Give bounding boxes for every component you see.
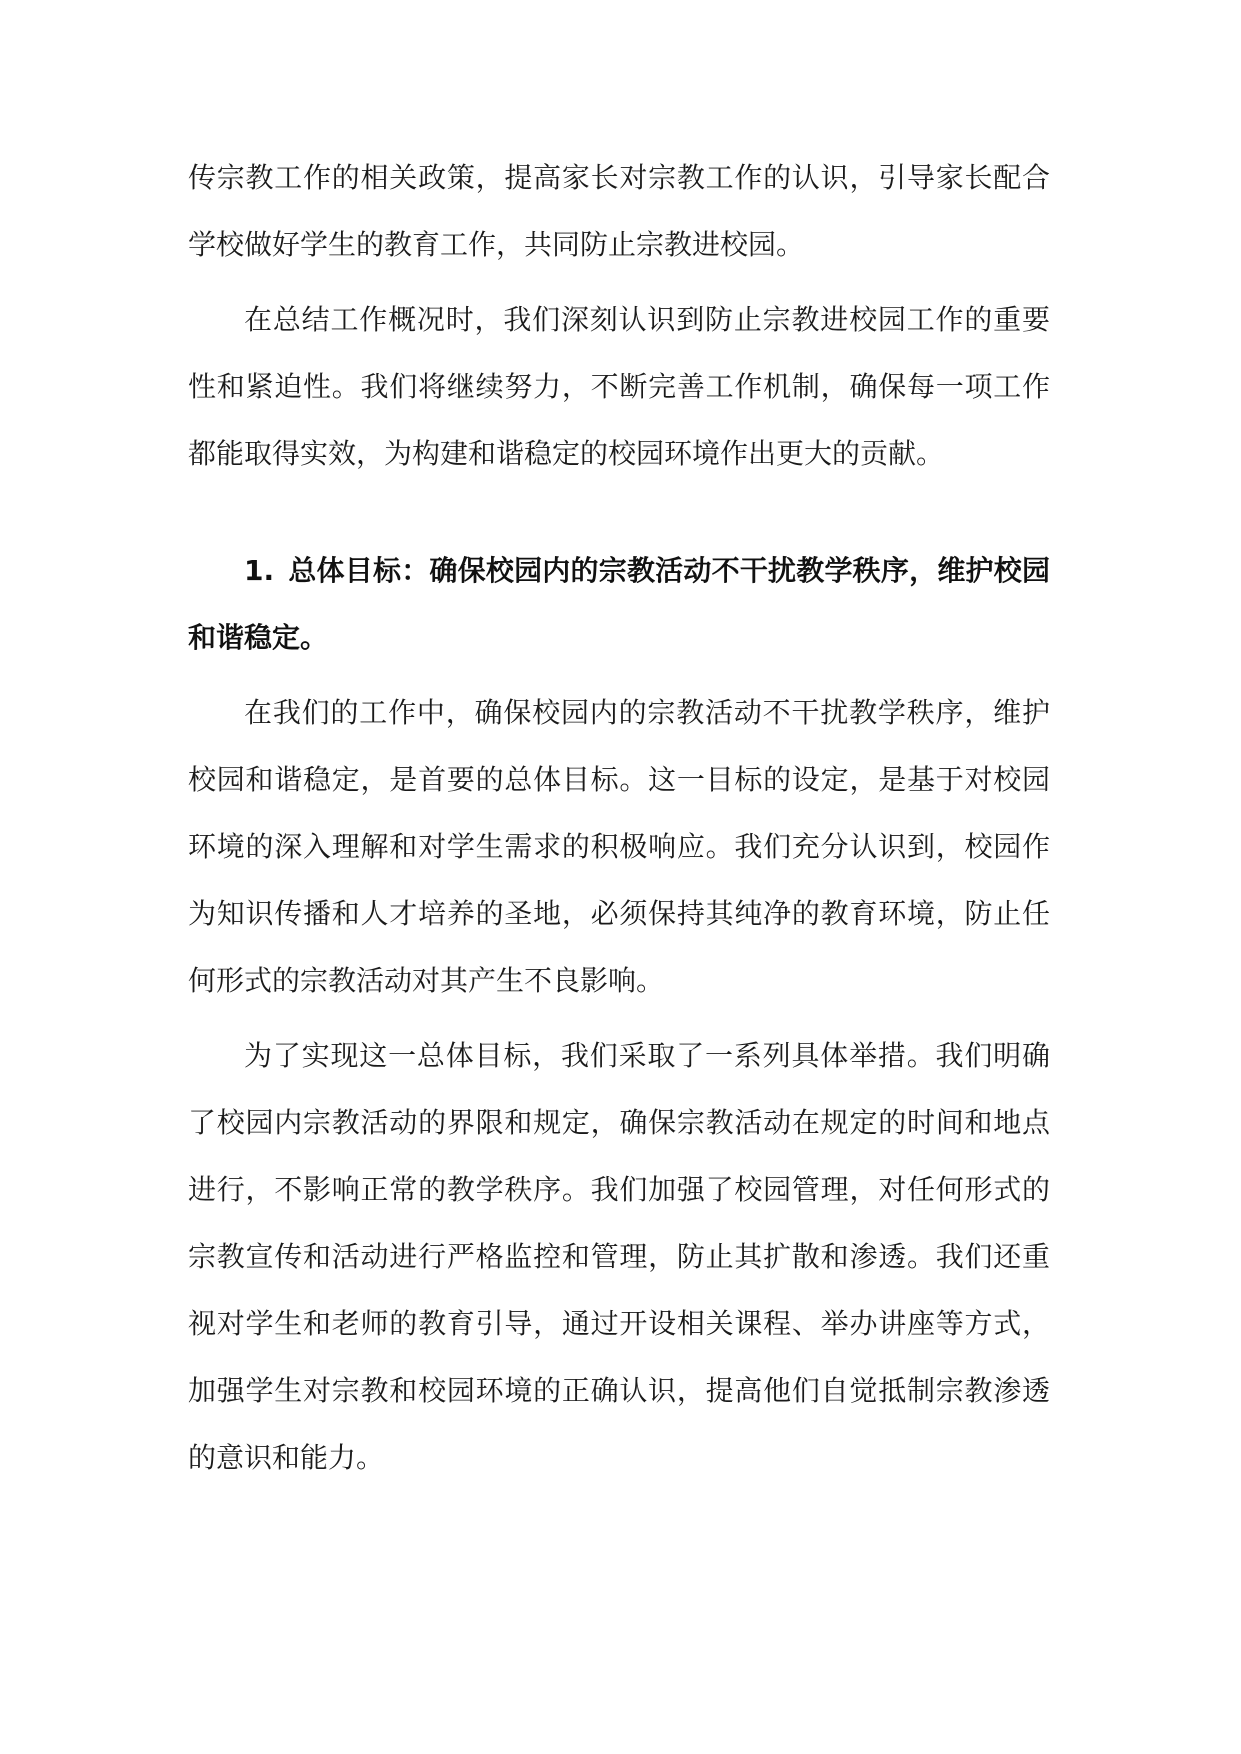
document-body — [188, 144, 1050, 1499]
paragraph-summary: 在总结工作概况时，我们深刻认识到防止宗教进校园工作的重要性和紧迫性。我们将继续努力，不断完善工作机制，确保每一项工作都能取得实效，为构建和谐稳定的校园环境作出更大的贡献。 — [188, 303, 1050, 470]
paragraph-measures: 为了实现这一总体目标，我们采取了一系列具体举措。我们明确了校园内宗教活动的界限和规定，确保宗教活动在规定的时间和地点进行，不影响正常的教学秩序。我们加强了校园管理，对任何形式的宗教宣传和活动进行严格监控和管理，防止其扩散和渗透。我们还重视对学生和老师的教育引导，通过开设相关课程、举办讲座等方式，加强学生对宗教和校园环境的正确认识，提高他们自觉抵制宗教渗透的意识和能力。 — [188, 1039, 1050, 1474]
paragraph-goal: 在我们的工作中，确保校园内的宗教活动不干扰教学秩序，维护校园和谐稳定，是首要的总体目标。这一目标的设定，是基于对校园环境的深入理解和对学生需求的积极响应。我们充分认识到，校园作为知识传播和人才培养的圣地，必须保持其纯净的教育环境，防止任何形式的宗教活动对其产生不良影响。 — [188, 696, 1050, 997]
section-heading-text: 总体目标：确保校园内的宗教活动不干扰教学秩序，维护校园和谐稳定。 — [188, 554, 1050, 654]
paragraph-continued: 传宗教工作的相关政策，提高家长对宗教工作的认识，引导家长配合学校做好学生的教育工作，共同防止宗教进校园。 — [188, 161, 1050, 261]
section-heading — [188, 537, 1050, 671]
section-number: 1. — [244, 554, 275, 587]
